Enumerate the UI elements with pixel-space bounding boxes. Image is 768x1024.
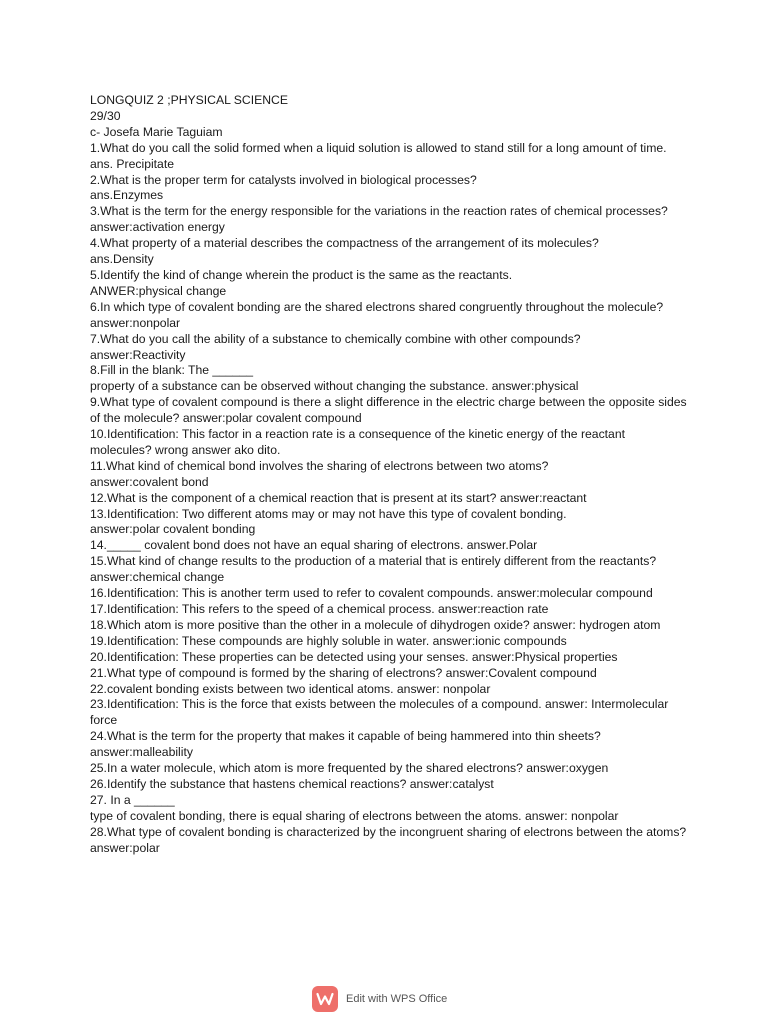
text-line: 25.In a water molecule, which atom is more frequented by the shared electrons? answer:oxygen (90, 761, 609, 776)
text-line: 17.Identification: This refers to the speed of a chemical process. answer:reaction rate (90, 602, 549, 616)
text-line: 8.Fill in the blank: The ______ (90, 363, 254, 378)
text-line: ANWER:physical change (90, 283, 227, 298)
text-line: LONGQUIZ 2 ;PHYSICAL SCIENCE (90, 93, 288, 107)
text-line: answer:covalent bond (90, 474, 209, 489)
text-line: 29/30 (90, 108, 121, 123)
wps-edit-label: Edit with WPS Office (346, 993, 448, 1005)
text-line: 14._____ covalent bond does not have an equal sharing of electrons. answer.Polar (90, 538, 538, 553)
wps-logo-icon (312, 986, 338, 1012)
text-line: c- Josefa Marie Taguiam (90, 124, 223, 139)
text-line: type of covalent bonding, there is equal sharing of electrons between the atoms. answer: nonpolar (90, 808, 619, 823)
text-line: 5.Identify the kind of change wherein the product is the same as the reactants. (90, 267, 513, 282)
text-line: 3.What is the term for the energy responsible for the variations in the reaction rates of chemical processes? (90, 204, 668, 219)
text-line: 28.What type of covalent bonding is characterized by the incongruent sharing of electrons between the atoms? answer:polar (90, 824, 687, 855)
text-line: answer:Reactivity (90, 347, 186, 362)
text-line: 27. In a ______ (90, 792, 175, 807)
quiz-text-body (90, 93, 690, 857)
text-line: 2.What is the proper term for catalysts involved in biological processes? (90, 172, 477, 187)
text-line: ans.Enzymes (90, 188, 164, 203)
text-line: 24.What is the term for the property that makes it capable of being hammered into thin sheets? (90, 729, 601, 744)
text-line: 26.Identify the substance that hastens chemical reactions? answer:catalyst (90, 776, 494, 791)
text-line: 4.What property of a material describes the compactness of the arrangement of its molecules? (90, 236, 599, 251)
text-line: 21.What type of compound is formed by the sharing of electrons? answer:Covalent compound (90, 665, 597, 680)
text-line: 19.Identification: These compounds are highly soluble in water. answer:ionic compounds (90, 633, 567, 648)
text-line: property of a substance can be observed without changing the substance. answer:physical (90, 379, 579, 394)
text-line: 16.Identification: This is another term used to refer to covalent compounds. answer:molecular compound (90, 586, 653, 601)
text-line: 11.What kind of chemical bond involves the sharing of electrons between two atoms? (90, 458, 549, 473)
text-line: 22.covalent bonding exists between two identical atoms. answer: nonpolar (90, 681, 491, 696)
text-line: answer:polar covalent bonding (90, 522, 256, 537)
text-line: ans. Precipitate (90, 156, 175, 171)
text-line: 18.Which atom is more positive than the other in a molecule of dihydrogen oxide? answer: hydrogen atom (90, 617, 661, 632)
wps-edit-link[interactable] (312, 985, 447, 1013)
text-line: 10.Identification: This factor in a reaction rate is a consequence of the kinetic energy of the reactant molecules? wrong answer ako dito. (90, 427, 625, 457)
text-line: 1.What do you call the solid formed when a liquid solution is allowed to stand still for a long amount of time. (90, 140, 667, 155)
text-line: ans.Density (90, 252, 154, 267)
text-line: 7.What do you call the ability of a substance to chemically combine with other compounds? (90, 331, 581, 346)
text-line: 9.What type of covalent compound is there a slight difference in the electric charge between the opposite sides of the molecule? answer:polar covalent compound (90, 395, 687, 426)
text-line: 12.What is the component of a chemical reaction that is present at its start? answer:reactant (90, 490, 587, 505)
text-line: 15.What kind of change results to the production of a material that is entirely different from the reactants? answer:chemical change (90, 554, 657, 585)
text-line: 6.In which type of covalent bonding are the shared electrons shared congruently throughout the molecule? answer:nonpolar (90, 299, 664, 330)
text-line: 20.Identification: These properties can be detected using your senses. answer:Physical properties (90, 649, 618, 664)
text-line: 23.Identification: This is the force that exists between the molecules of a compound. answer: Intermolecular force (90, 697, 669, 728)
text-line: answer:malleability (90, 745, 193, 760)
text-line: 13.Identification: Two different atoms may or may not have this type of covalent bonding. (90, 506, 567, 521)
text-line: answer:activation energy (90, 220, 225, 235)
